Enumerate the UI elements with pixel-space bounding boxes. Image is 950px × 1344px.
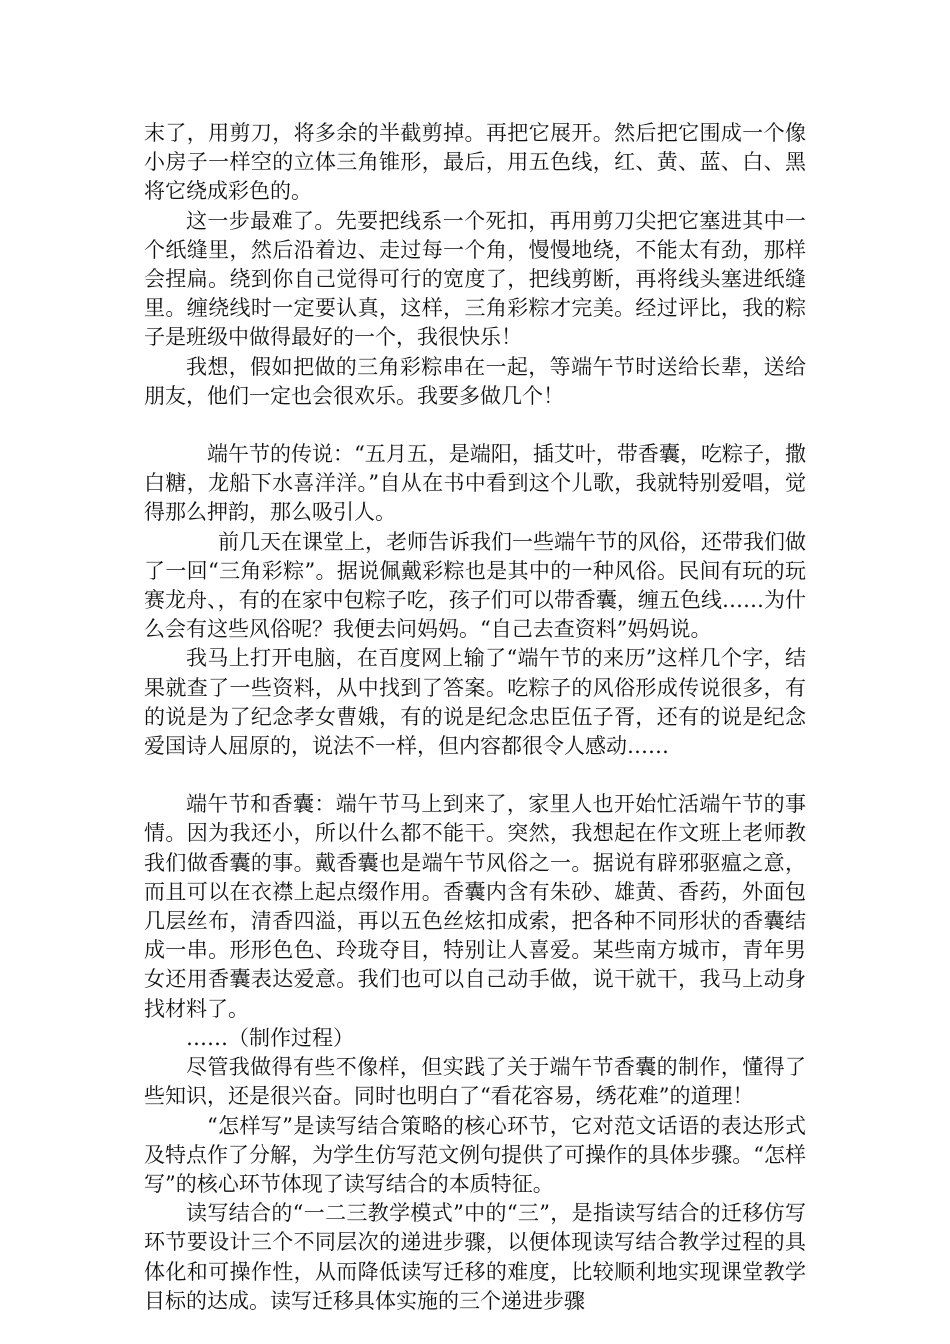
paragraph-6: 我马上打开电脑，在百度网上输了“端午节的来历”这样几个字，结果就查了一些资料，从中找到了答案。吃粽子的风俗形成传说很多，有的说是为了纪念孝女曹娥，有的说是纪念忠臣伍子胥，还有的说是纪念爱国诗人屈原的，说法不一样，但内容都很令人感动…… [144,646,806,759]
paragraph-4: 端午节的传说：“五月五，是端阳，插艾叶，带香囊，吃粽子，撒白糖，龙船下水喜洋洋。”自从在书中看到这个儿歌，我就特别爱唱，觉得那么押韵，那么吸引人。 [144,442,806,525]
paragraph-3: 我想，假如把做的三角彩粽串在一起，等端午节时送给长辈，送给朋友，他们一定也会很欢乐。我要多做几个！ [144,354,806,408]
document-body [144,119,806,1316]
paragraph-8: ……（制作过程） [186,1025,354,1050]
paragraph-2: 这一步最难了。先要把线系一个死扣，再用剪刀尖把它塞进其中一个纸缝里，然后沿着边、走过每一个角，慢慢地绕，不能太有劲，那样会捏扁。绕到你自己觉得可行的宽度了，把线剪断，再将线头塞进纸缝里。缠绕线时一定要认真，这样，三角彩粽才完美。经过评比，我的粽子是班级中做得最好的一个，我很快乐！ [144,208,806,350]
paragraph-11: 读写结合的“一二三教学模式”中的“三”，是指读写结合的迁移仿写环节要设计三个不同层次的递进步骤，以便体现读写结合教学过程的具体化和可操作性，从而降低读写迁移的难度，比较顺利地实现课堂教学目标的达成。读写迁移具体实施的三个递进步骤 [144,1201,806,1313]
paragraph-5: 前几天在课堂上，老师告诉我们一些端午节的风俗，还带我们做了一回“三角彩粽”。据说佩戴彩粽也是其中的一种风俗。民间有玩的玩赛龙舟、，有的在家中包粽子吃，孩子们可以带香囊，缠五色线……为什么会有这些风俗呢？我便去问妈妈。“自己去查资料”妈妈说。 [144,529,806,642]
blank-line [144,761,806,790]
paragraph-10: “怎样写”是读写结合策略的核心环节，它对范文话语的表达形式及特点作了分解，为学生仿写范文例句提供了可操作的具体步骤。“怎样写”的核心环节体现了读写结合的本质特征。 [144,1113,806,1196]
paragraph-9: 尽管我做得有些不像样，但实践了关于端午节香囊的制作，懂得了些知识，还是很兴奋。同时也明白了“看花容易，绣花难”的道理！ [144,1055,806,1109]
paragraph-7: 端午节和香囊：端午节马上到来了，家里人也开始忙活端午节的事情。因为我还小，所以什么都不能干。突然，我想起在作文班上老师教我们做香囊的事。戴香囊也是端午节风俗之一。据说有辟邪驱瘟之意，而且可以在衣襟上起点缀作用。香囊内含有朱砂、雄黄、香药，外面包几层丝布，清香四溢，再以五色丝炫扣成索，把各种不同形状的香囊结成一串。形形色色、玲珑夺目，特别让人喜爱。某些南方城市，青年男女还用香囊表达爱意。我们也可以自己动手做，说干就干，我马上动身找材料了。 [144,792,806,1021]
paragraph-1: 末了，用剪刀，将多余的半截剪掉。再把它展开。然后把它围成一个像小房子一样空的立体三角锥形，最后，用五色线，红、黄、蓝、白、黑将它绕成彩色的。 [144,121,806,204]
blank-line [144,411,806,440]
